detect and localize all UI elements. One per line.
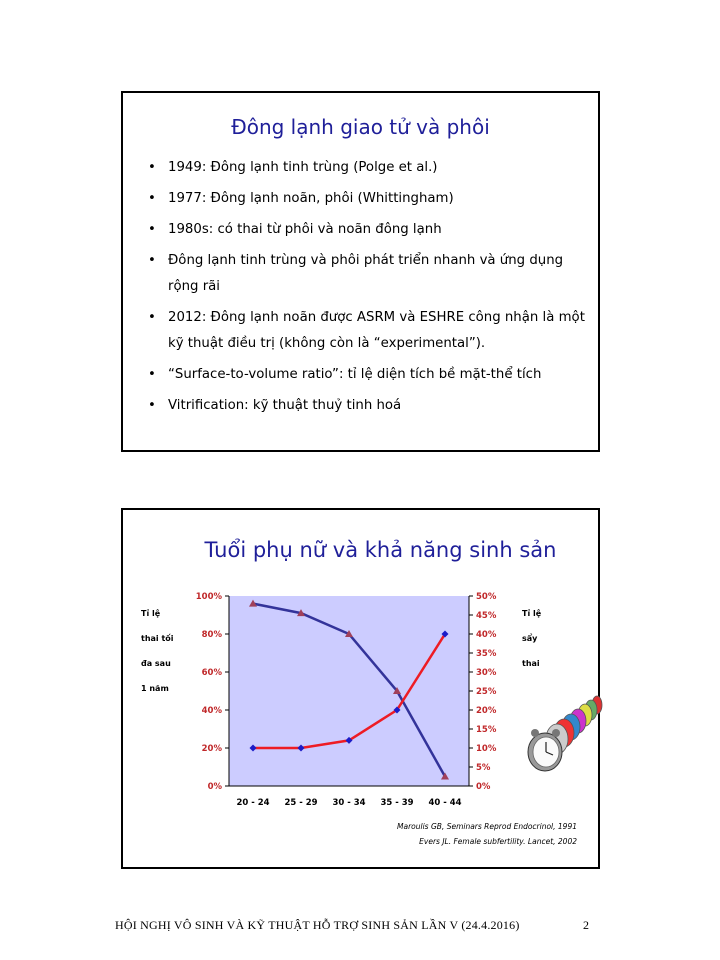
right-axis-caption-line: Tỉ lệ — [522, 609, 542, 618]
bullet-item: • 1980s: có thai từ phôi và noãn đông lạnh — [147, 217, 587, 243]
left-axis-caption-line: 1 năm — [141, 684, 169, 693]
x-tick-label: 40 - 44 — [428, 798, 462, 808]
bullet-item: • 1977: Đông lạnh noãn, phôi (Whittingham) — [147, 186, 587, 212]
right-tick-label: 45% — [476, 611, 497, 621]
reference-1: Maroulis GB, Seminars Reprod Endocrinol, 1991 — [397, 822, 577, 831]
right-tick-label: 20% — [476, 706, 497, 716]
right-tick-label: 25% — [476, 687, 497, 697]
x-tick-label: 35 - 39 — [380, 798, 414, 808]
bullet-item: • 2012: Đông lạnh noãn được ASRM và ESHRE công nhận là một kỹ thuật điều trị (không còn là “experimental”). — [147, 305, 587, 357]
x-tick-label: 30 - 34 — [332, 798, 366, 808]
left-axis-caption-line: đa sau — [141, 659, 171, 668]
right-tick-label: 35% — [476, 649, 497, 659]
page-number: 2 — [583, 918, 589, 932]
left-tick-label: 20% — [201, 744, 222, 754]
right-tick-label: 0% — [476, 782, 491, 792]
footer-text: HỘI NGHỊ VÔ SINH VÀ KỸ THUẬT HỖ TRỢ SINH SẢN LẦN V (24.4.2016) — [115, 918, 520, 932]
left-tick-label: 60% — [201, 668, 222, 678]
left-axis-caption-line: Tỉ lệ — [141, 609, 161, 618]
bullet-item: • Đông lạnh tinh trùng và phôi phát triển nhanh và ứng dụng rộng rãi — [147, 248, 587, 300]
slide-1-title: Đông lạnh giao tử và phôi — [231, 115, 490, 139]
reference-2: Evers JL. Female subfertility. Lancet, 2002 — [419, 837, 577, 846]
x-tick-label: 25 - 29 — [284, 798, 318, 808]
right-axis-caption-line: sẩy — [522, 634, 538, 643]
left-tick-label: 0% — [207, 782, 222, 792]
left-axis-caption-line: thai tối — [141, 634, 174, 643]
bullet-item: • Vitrification: kỹ thuật thuỷ tinh hoá — [147, 393, 587, 419]
x-tick-label: 20 - 24 — [236, 798, 270, 808]
right-tick-label: 5% — [476, 763, 491, 773]
slide-2-title: Tuổi phụ nữ và khả năng sinh sản — [204, 538, 557, 562]
right-axis-caption-line: thai — [522, 659, 540, 668]
left-tick-label: 80% — [201, 630, 222, 640]
left-tick-label: 40% — [201, 706, 222, 716]
front-clock — [528, 729, 562, 771]
bullet-item: • 1949: Đông lạnh tinh trùng (Polge et al.) — [147, 155, 587, 181]
right-tick-label: 30% — [476, 668, 497, 678]
right-tick-label: 50% — [476, 592, 497, 602]
left-tick-label: 100% — [195, 592, 222, 602]
right-tick-label: 10% — [476, 744, 497, 754]
bullet-item: • “Surface-to-volume ratio”: tỉ lệ diện tích bề mặt-thể tích — [147, 362, 587, 388]
right-tick-label: 15% — [476, 725, 497, 735]
right-tick-label: 40% — [476, 630, 497, 640]
